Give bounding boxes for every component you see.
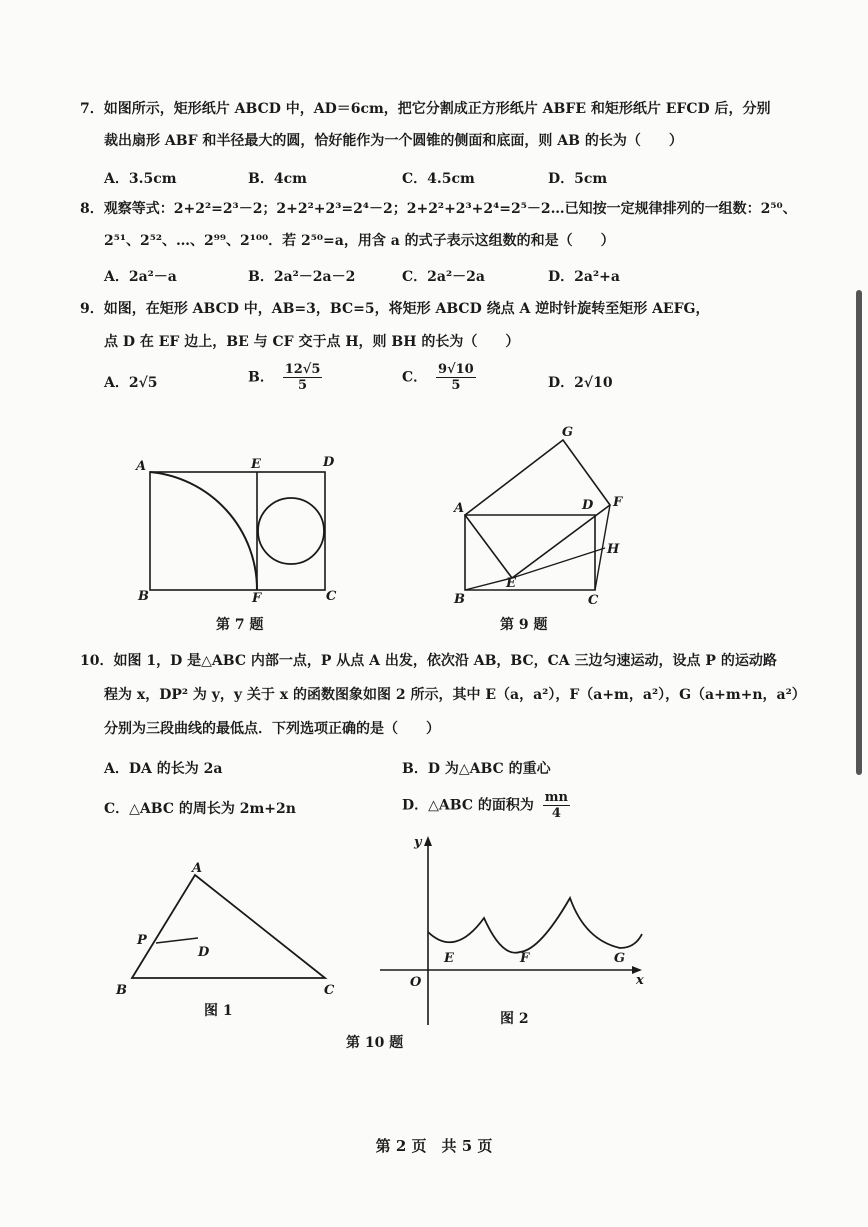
fig7-label-b: B — [138, 589, 149, 604]
q8-line2: 2⁵¹、2⁵²、…、2⁹⁹、2¹⁰⁰．若 2⁵⁰=a，用含 a 的式子表示这组数的和是（ ） — [104, 233, 615, 249]
q8-line1: 8．观察等式：2+2²=2³－2；2+2²+2³=2⁴－2；2+2²+2³+2⁴=2⁵－2…已知按一定规律排列的一组数：2⁵⁰、 — [80, 201, 797, 217]
fig10a-caption: 图 1 — [204, 1003, 233, 1019]
q10-line1: 10．如图 1，D 是△ABC 内部一点，P 从点 A 出发，依次沿 AB，BC，CA 三边匀速运动，设点 P 的运动路 — [80, 653, 777, 669]
q9-option-c-fraction — [436, 362, 476, 393]
fig7-label-a: A — [136, 459, 147, 474]
q10-option-d — [402, 790, 570, 821]
fig7-circle — [258, 498, 324, 564]
fig9-rectangle-abcd — [465, 515, 595, 590]
fig10a-label-p: P — [137, 933, 147, 948]
q7-option-c: C．4.5cm — [402, 171, 475, 187]
q9-option-b-prefix: B． — [248, 369, 274, 386]
fig9-caption: 第 9 题 — [500, 617, 548, 633]
q9-option-a: A．2√5 — [104, 375, 158, 391]
q9-option-c-numerator: 9√10 — [438, 362, 474, 377]
q9-line2: 点 D 在 EF 边上，BE 与 CF 交于点 H，则 BH 的长为（ ） — [104, 334, 520, 350]
q8-option-b: B．2a²－2a－2 — [248, 269, 356, 285]
figure-7 — [130, 450, 340, 610]
q10-option-a: A．DA 的长为 2a — [104, 761, 223, 777]
fig7-label-f: F — [252, 591, 262, 606]
fig7-sector-arc — [150, 472, 257, 590]
fig10-segment-pd — [156, 938, 198, 943]
fig7-caption: 第 7 题 — [216, 617, 264, 633]
fig10b-label-f: F — [520, 951, 530, 966]
q9-option-c-prefix: C． — [402, 369, 428, 386]
q7-line2: 裁出扇形 ABF 和半径最大的圆，恰好能作为一个圆锥的侧面和底面，则 AB 的长为（ ） — [104, 133, 683, 149]
fig10-triangle-abc — [132, 875, 325, 978]
fig10b-label-x: x — [636, 973, 644, 988]
fig10b-label-y: y — [414, 835, 422, 850]
fig9-label-c: C — [588, 593, 599, 608]
fig7-label-e: E — [251, 457, 261, 472]
q10-option-b: B．D 为△ABC 的重心 — [402, 761, 551, 777]
fig10b-curve — [428, 898, 642, 953]
q8-option-c: C．2a²－2a — [402, 269, 485, 285]
fig9-label-h: H — [607, 542, 620, 557]
q7-option-a: A．3.5cm — [104, 171, 177, 187]
q8-option-d: D．2a²+a — [548, 269, 620, 285]
fig9-segment-be — [465, 578, 512, 590]
q9-option-d: D．2√10 — [548, 375, 613, 391]
fig9-label-f: F — [613, 495, 623, 510]
figure-9 — [450, 420, 640, 610]
q9-option-b-numerator: 12√5 — [284, 362, 321, 377]
fig10a-label-a: A — [192, 861, 203, 876]
q10-option-c: C．△ABC 的周长为 2m+2n — [104, 801, 296, 817]
q9-line1: 9．如图，在矩形 ABCD 中，AB=3，BC=5，将矩形 ABCD 绕点 A 逆时针旋转至矩形 AEFG， — [80, 301, 710, 317]
fig7-rectangle-abcd — [150, 472, 325, 590]
fig10b-label-o: O — [410, 975, 422, 990]
q7-option-b: B．4cm — [248, 171, 307, 187]
fig7-label-d: D — [323, 455, 335, 470]
fig10b-caption: 图 2 — [500, 1011, 529, 1027]
fig10-caption: 第 10 题 — [346, 1035, 404, 1051]
q10-option-d-numerator: mn — [544, 790, 568, 805]
fig10a-label-c: C — [324, 983, 335, 998]
q9-option-c-denominator: 5 — [451, 378, 461, 393]
fig9-segment-eh — [512, 548, 605, 578]
q10-option-d-prefix: D．△ABC 的面积为 — [402, 797, 534, 814]
q9-option-c — [402, 362, 476, 393]
q9-option-b-fraction — [283, 362, 323, 393]
fig10b-label-e: E — [444, 951, 454, 966]
q10-option-d-denominator: 4 — [551, 806, 561, 821]
scrollbar[interactable] — [856, 290, 862, 775]
figure-10-2 — [380, 830, 650, 1030]
q8-option-a: A．2a²－a — [104, 269, 177, 285]
fig9-label-d: D — [582, 498, 594, 513]
q10-option-d-fraction — [543, 790, 570, 821]
fig10b-y-arrow — [424, 836, 432, 846]
page-footer: 第 2 页 共 5 页 — [375, 1137, 493, 1155]
q7-line1: 7．如图所示，矩形纸片 ABCD 中，AD＝6cm，把它分割成正方形纸片 ABFE 和矩形纸片 EFCD 后，分别 — [80, 101, 771, 117]
q9-option-b — [248, 362, 322, 393]
q7-option-d: D．5cm — [548, 171, 608, 187]
figure-10-1 — [110, 860, 350, 1000]
fig9-label-e: E — [506, 576, 516, 591]
fig7-label-c: C — [326, 589, 337, 604]
fig9-label-a: A — [454, 501, 465, 516]
q10-line3: 分别为三段曲线的最低点．下列选项正确的是（ ） — [104, 721, 440, 737]
fig10b-label-g: G — [614, 951, 626, 966]
fig9-label-g: G — [562, 425, 574, 440]
q10-line2: 程为 x，DP² 为 y，y 关于 x 的函数图象如图 2 所示，其中 E（a，a²），F（a+m，a²），G（a+m+n，a²） — [104, 687, 806, 703]
fig9-label-b: B — [454, 592, 465, 607]
q9-option-b-denominator: 5 — [298, 378, 308, 393]
fig10a-label-b: B — [116, 983, 127, 998]
fig10a-label-d: D — [198, 945, 210, 960]
